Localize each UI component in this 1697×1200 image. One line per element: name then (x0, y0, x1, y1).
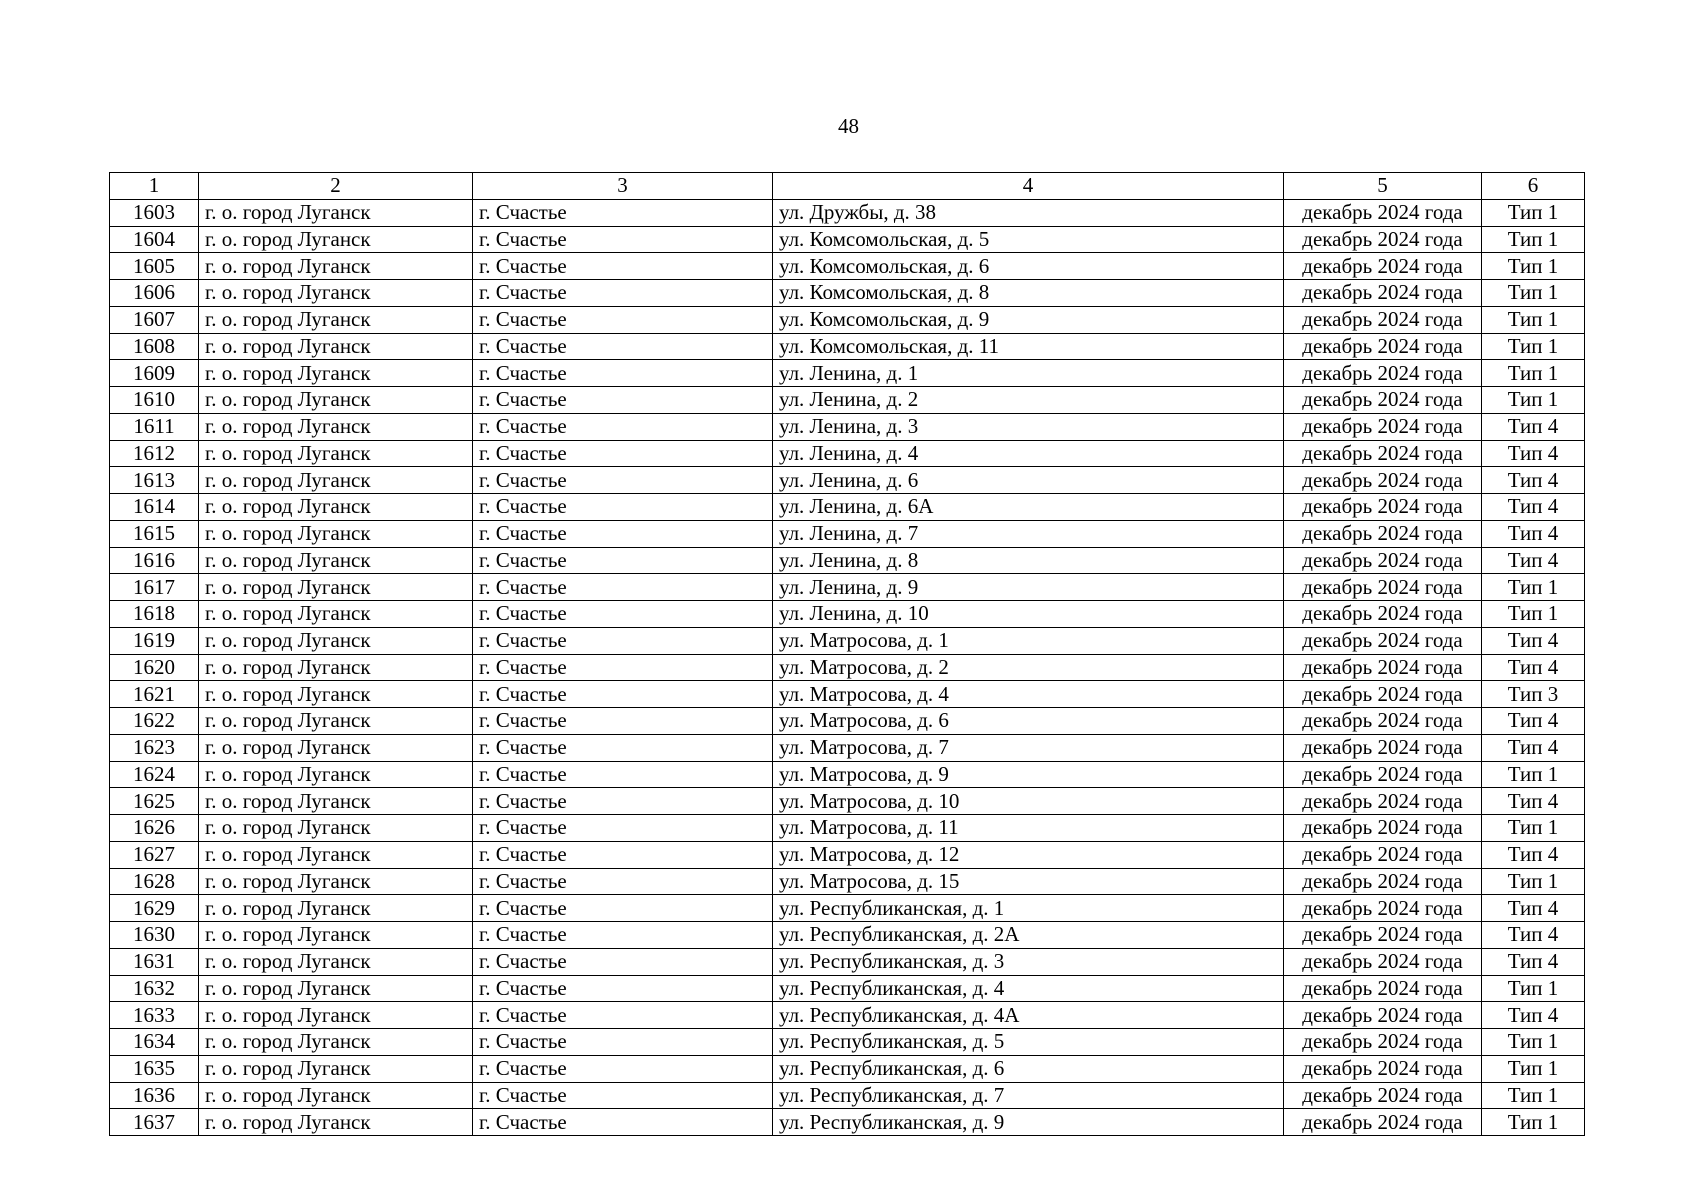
row-number-cell: 1618 (110, 601, 199, 628)
municipality-cell: г. о. город Луганск (199, 1055, 473, 1082)
deadline-cell: декабрь 2024 года (1284, 440, 1482, 467)
deadline-cell: декабрь 2024 года (1284, 868, 1482, 895)
municipality-cell: г. о. город Луганск (199, 467, 473, 494)
address-cell: ул. Ленина, д. 7 (773, 520, 1284, 547)
municipality-cell: г. о. город Луганск (199, 654, 473, 681)
row-number-cell: 1624 (110, 761, 199, 788)
table-row (110, 280, 1585, 307)
settlement-cell: г. Счастье (473, 413, 773, 440)
settlement-cell: г. Счастье (473, 681, 773, 708)
deadline-cell: декабрь 2024 года (1284, 841, 1482, 868)
repair-type-cell: Тип 4 (1482, 948, 1585, 975)
deadline-cell: декабрь 2024 года (1284, 280, 1482, 307)
municipality-cell: г. о. город Луганск (199, 601, 473, 628)
repair-type-cell: Тип 4 (1482, 467, 1585, 494)
settlement-cell: г. Счастье (473, 868, 773, 895)
row-number-cell: 1637 (110, 1109, 199, 1136)
address-cell: ул. Комсомольская, д. 5 (773, 226, 1284, 253)
table-row (110, 627, 1585, 654)
deadline-cell: декабрь 2024 года (1284, 788, 1482, 815)
municipality-cell: г. о. город Луганск (199, 1002, 473, 1029)
settlement-cell: г. Счастье (473, 975, 773, 1002)
deadline-cell: декабрь 2024 года (1284, 1029, 1482, 1056)
table-row (110, 681, 1585, 708)
deadline-cell: декабрь 2024 года (1284, 734, 1482, 761)
table-row (110, 1082, 1585, 1109)
table-row (110, 948, 1585, 975)
page-number: 48 (838, 114, 859, 138)
address-cell: ул. Республиканская, д. 7 (773, 1082, 1284, 1109)
address-cell: ул. Ленина, д. 4 (773, 440, 1284, 467)
table-row (110, 360, 1585, 387)
deadline-cell: декабрь 2024 года (1284, 1082, 1482, 1109)
address-cell: ул. Ленина, д. 1 (773, 360, 1284, 387)
repair-type-cell: Тип 4 (1482, 413, 1585, 440)
table-row (110, 734, 1585, 761)
row-number-cell: 1614 (110, 494, 199, 521)
settlement-cell: г. Счастье (473, 734, 773, 761)
deadline-cell: декабрь 2024 года (1284, 681, 1482, 708)
repair-type-cell: Тип 4 (1482, 520, 1585, 547)
settlement-cell: г. Счастье (473, 1109, 773, 1136)
municipality-cell: г. о. город Луганск (199, 788, 473, 815)
settlement-cell: г. Счастье (473, 895, 773, 922)
settlement-cell: г. Счастье (473, 708, 773, 735)
row-number-cell: 1613 (110, 467, 199, 494)
repair-type-cell: Тип 1 (1482, 815, 1585, 842)
deadline-cell: декабрь 2024 года (1284, 895, 1482, 922)
settlement-cell: г. Счастье (473, 1082, 773, 1109)
row-number-cell: 1634 (110, 1029, 199, 1056)
table-row (110, 199, 1585, 226)
row-number-cell: 1626 (110, 815, 199, 842)
municipality-cell: г. о. город Луганск (199, 360, 473, 387)
deadline-cell: декабрь 2024 года (1284, 708, 1482, 735)
deadline-cell: декабрь 2024 года (1284, 601, 1482, 628)
deadline-cell: декабрь 2024 года (1284, 333, 1482, 360)
repair-type-cell: Тип 4 (1482, 494, 1585, 521)
municipality-cell: г. о. город Луганск (199, 975, 473, 1002)
municipality-cell: г. о. город Луганск (199, 440, 473, 467)
table-row (110, 788, 1585, 815)
address-cell: ул. Ленина, д. 9 (773, 574, 1284, 601)
address-cell: ул. Матросова, д. 15 (773, 868, 1284, 895)
table-row (110, 1002, 1585, 1029)
column-header-6: 6 (1482, 173, 1585, 200)
settlement-cell: г. Счастье (473, 547, 773, 574)
deadline-cell: декабрь 2024 года (1284, 1055, 1482, 1082)
settlement-cell: г. Счастье (473, 788, 773, 815)
table-row (110, 520, 1585, 547)
table-row (110, 306, 1585, 333)
settlement-cell: г. Счастье (473, 948, 773, 975)
settlement-cell: г. Счастье (473, 574, 773, 601)
address-cell: ул. Комсомольская, д. 8 (773, 280, 1284, 307)
settlement-cell: г. Счастье (473, 1055, 773, 1082)
repair-type-cell: Тип 3 (1482, 681, 1585, 708)
address-cell: ул. Комсомольская, д. 6 (773, 253, 1284, 280)
settlement-cell: г. Счастье (473, 520, 773, 547)
address-cell: ул. Ленина, д. 6 (773, 467, 1284, 494)
municipality-cell: г. о. город Луганск (199, 226, 473, 253)
settlement-cell: г. Счастье (473, 333, 773, 360)
address-cell: ул. Республиканская, д. 4 (773, 975, 1284, 1002)
table-row (110, 654, 1585, 681)
table-row (110, 975, 1585, 1002)
repair-type-cell: Тип 1 (1482, 387, 1585, 414)
municipality-cell: г. о. город Луганск (199, 547, 473, 574)
column-header-4: 4 (773, 173, 1284, 200)
table-row (110, 387, 1585, 414)
row-number-cell: 1621 (110, 681, 199, 708)
repair-type-cell: Тип 1 (1482, 761, 1585, 788)
settlement-cell: г. Счастье (473, 815, 773, 842)
row-number-cell: 1627 (110, 841, 199, 868)
address-cell: ул. Матросова, д. 9 (773, 761, 1284, 788)
row-number-cell: 1607 (110, 306, 199, 333)
address-cell: ул. Комсомольская, д. 11 (773, 333, 1284, 360)
deadline-cell: декабрь 2024 года (1284, 948, 1482, 975)
row-number-cell: 1603 (110, 199, 199, 226)
repair-type-cell: Тип 4 (1482, 922, 1585, 949)
row-number-cell: 1610 (110, 387, 199, 414)
address-cell: ул. Республиканская, д. 5 (773, 1029, 1284, 1056)
row-number-cell: 1628 (110, 868, 199, 895)
settlement-cell: г. Счастье (473, 253, 773, 280)
repair-type-cell: Тип 1 (1482, 199, 1585, 226)
repair-type-cell: Тип 1 (1482, 1082, 1585, 1109)
table-row (110, 1055, 1585, 1082)
table-body (110, 199, 1585, 1135)
table-row (110, 761, 1585, 788)
municipality-cell: г. о. город Луганск (199, 708, 473, 735)
table-row (110, 467, 1585, 494)
deadline-cell: декабрь 2024 года (1284, 253, 1482, 280)
municipality-cell: г. о. город Луганск (199, 333, 473, 360)
address-cell: ул. Дружбы, д. 38 (773, 199, 1284, 226)
row-number-cell: 1629 (110, 895, 199, 922)
repair-type-cell: Тип 1 (1482, 226, 1585, 253)
settlement-cell: г. Счастье (473, 387, 773, 414)
row-number-cell: 1606 (110, 280, 199, 307)
repair-type-cell: Тип 4 (1482, 440, 1585, 467)
municipality-cell: г. о. город Луганск (199, 199, 473, 226)
row-number-cell: 1609 (110, 360, 199, 387)
housing-schedule-table (109, 172, 1585, 1136)
settlement-cell: г. Счастье (473, 654, 773, 681)
deadline-cell: декабрь 2024 года (1284, 306, 1482, 333)
repair-type-cell: Тип 1 (1482, 868, 1585, 895)
settlement-cell: г. Счастье (473, 199, 773, 226)
row-number-cell: 1623 (110, 734, 199, 761)
address-cell: ул. Матросова, д. 2 (773, 654, 1284, 681)
address-cell: ул. Матросова, д. 4 (773, 681, 1284, 708)
table-row (110, 1029, 1585, 1056)
row-number-cell: 1611 (110, 413, 199, 440)
settlement-cell: г. Счастье (473, 922, 773, 949)
settlement-cell: г. Счастье (473, 467, 773, 494)
repair-type-cell: Тип 1 (1482, 975, 1585, 1002)
table-row (110, 841, 1585, 868)
table-row (110, 708, 1585, 735)
repair-type-cell: Тип 1 (1482, 306, 1585, 333)
municipality-cell: г. о. город Луганск (199, 841, 473, 868)
row-number-cell: 1635 (110, 1055, 199, 1082)
row-number-cell: 1636 (110, 1082, 199, 1109)
municipality-cell: г. о. город Луганск (199, 494, 473, 521)
deadline-cell: декабрь 2024 года (1284, 520, 1482, 547)
address-cell: ул. Матросова, д. 6 (773, 708, 1284, 735)
row-number-cell: 1630 (110, 922, 199, 949)
address-cell: ул. Республиканская, д. 4А (773, 1002, 1284, 1029)
address-cell: ул. Комсомольская, д. 9 (773, 306, 1284, 333)
deadline-cell: декабрь 2024 года (1284, 387, 1482, 414)
table-row (110, 815, 1585, 842)
municipality-cell: г. о. город Луганск (199, 815, 473, 842)
municipality-cell: г. о. город Луганск (199, 948, 473, 975)
column-header-5: 5 (1284, 173, 1482, 200)
settlement-cell: г. Счастье (473, 306, 773, 333)
settlement-cell: г. Счастье (473, 280, 773, 307)
table-row (110, 922, 1585, 949)
settlement-cell: г. Счастье (473, 627, 773, 654)
table-row (110, 253, 1585, 280)
deadline-cell: декабрь 2024 года (1284, 413, 1482, 440)
row-number-cell: 1620 (110, 654, 199, 681)
row-number-cell: 1605 (110, 253, 199, 280)
table-row (110, 574, 1585, 601)
row-number-cell: 1633 (110, 1002, 199, 1029)
table-row (110, 226, 1585, 253)
table-row (110, 1109, 1585, 1136)
table-row (110, 413, 1585, 440)
address-cell: ул. Матросова, д. 11 (773, 815, 1284, 842)
address-cell: ул. Республиканская, д. 9 (773, 1109, 1284, 1136)
address-cell: ул. Матросова, д. 10 (773, 788, 1284, 815)
row-number-cell: 1615 (110, 520, 199, 547)
repair-type-cell: Тип 4 (1482, 654, 1585, 681)
row-number-cell: 1631 (110, 948, 199, 975)
deadline-cell: декабрь 2024 года (1284, 199, 1482, 226)
row-number-cell: 1608 (110, 333, 199, 360)
deadline-cell: декабрь 2024 года (1284, 226, 1482, 253)
row-number-cell: 1625 (110, 788, 199, 815)
settlement-cell: г. Счастье (473, 360, 773, 387)
repair-type-cell: Тип 4 (1482, 788, 1585, 815)
table-row (110, 895, 1585, 922)
settlement-cell: г. Счастье (473, 226, 773, 253)
settlement-cell: г. Счастье (473, 440, 773, 467)
municipality-cell: г. о. город Луганск (199, 387, 473, 414)
deadline-cell: декабрь 2024 года (1284, 1109, 1482, 1136)
municipality-cell: г. о. город Луганск (199, 868, 473, 895)
deadline-cell: декабрь 2024 года (1284, 654, 1482, 681)
deadline-cell: декабрь 2024 года (1284, 815, 1482, 842)
repair-type-cell: Тип 4 (1482, 708, 1585, 735)
address-cell: ул. Ленина, д. 10 (773, 601, 1284, 628)
deadline-cell: декабрь 2024 года (1284, 547, 1482, 574)
address-cell: ул. Ленина, д. 2 (773, 387, 1284, 414)
address-cell: ул. Матросова, д. 12 (773, 841, 1284, 868)
municipality-cell: г. о. город Луганск (199, 413, 473, 440)
deadline-cell: декабрь 2024 года (1284, 1002, 1482, 1029)
settlement-cell: г. Счастье (473, 1002, 773, 1029)
address-cell: ул. Матросова, д. 7 (773, 734, 1284, 761)
settlement-cell: г. Счастье (473, 494, 773, 521)
municipality-cell: г. о. город Луганск (199, 627, 473, 654)
repair-type-cell: Тип 4 (1482, 841, 1585, 868)
address-cell: ул. Ленина, д. 3 (773, 413, 1284, 440)
repair-type-cell: Тип 1 (1482, 1109, 1585, 1136)
address-cell: ул. Республиканская, д. 6 (773, 1055, 1284, 1082)
repair-type-cell: Тип 1 (1482, 1055, 1585, 1082)
repair-type-cell: Тип 1 (1482, 333, 1585, 360)
address-cell: ул. Республиканская, д. 2А (773, 922, 1284, 949)
repair-type-cell: Тип 1 (1482, 601, 1585, 628)
repair-type-cell: Тип 1 (1482, 574, 1585, 601)
row-number-cell: 1619 (110, 627, 199, 654)
municipality-cell: г. о. город Луганск (199, 1109, 473, 1136)
municipality-cell: г. о. город Луганск (199, 895, 473, 922)
repair-type-cell: Тип 4 (1482, 627, 1585, 654)
address-cell: ул. Ленина, д. 6А (773, 494, 1284, 521)
repair-type-cell: Тип 4 (1482, 1002, 1585, 1029)
municipality-cell: г. о. город Луганск (199, 922, 473, 949)
repair-type-cell: Тип 1 (1482, 360, 1585, 387)
municipality-cell: г. о. город Луганск (199, 761, 473, 788)
row-number-cell: 1604 (110, 226, 199, 253)
repair-type-cell: Тип 1 (1482, 253, 1585, 280)
repair-type-cell: Тип 4 (1482, 547, 1585, 574)
municipality-cell: г. о. город Луганск (199, 681, 473, 708)
deadline-cell: декабрь 2024 года (1284, 922, 1482, 949)
deadline-cell: декабрь 2024 года (1284, 975, 1482, 1002)
settlement-cell: г. Счастье (473, 1029, 773, 1056)
municipality-cell: г. о. город Луганск (199, 280, 473, 307)
address-cell: ул. Матросова, д. 1 (773, 627, 1284, 654)
municipality-cell: г. о. город Луганск (199, 1082, 473, 1109)
row-number-cell: 1622 (110, 708, 199, 735)
repair-type-cell: Тип 1 (1482, 1029, 1585, 1056)
table-row (110, 868, 1585, 895)
deadline-cell: декабрь 2024 года (1284, 360, 1482, 387)
deadline-cell: декабрь 2024 года (1284, 494, 1482, 521)
deadline-cell: декабрь 2024 года (1284, 761, 1482, 788)
deadline-cell: декабрь 2024 года (1284, 627, 1482, 654)
address-cell: ул. Ленина, д. 8 (773, 547, 1284, 574)
deadline-cell: декабрь 2024 года (1284, 467, 1482, 494)
repair-type-cell: Тип 1 (1482, 280, 1585, 307)
table-row (110, 494, 1585, 521)
table-row (110, 601, 1585, 628)
row-number-cell: 1617 (110, 574, 199, 601)
municipality-cell: г. о. город Луганск (199, 253, 473, 280)
row-number-cell: 1612 (110, 440, 199, 467)
settlement-cell: г. Счастье (473, 841, 773, 868)
address-cell: ул. Республиканская, д. 1 (773, 895, 1284, 922)
municipality-cell: г. о. город Луганск (199, 734, 473, 761)
municipality-cell: г. о. город Луганск (199, 520, 473, 547)
column-header-2: 2 (199, 173, 473, 200)
municipality-cell: г. о. город Луганск (199, 306, 473, 333)
municipality-cell: г. о. город Луганск (199, 574, 473, 601)
address-cell: ул. Республиканская, д. 3 (773, 948, 1284, 975)
table-row (110, 333, 1585, 360)
row-number-cell: 1632 (110, 975, 199, 1002)
repair-type-cell: Тип 4 (1482, 734, 1585, 761)
row-number-cell: 1616 (110, 547, 199, 574)
repair-type-cell: Тип 4 (1482, 895, 1585, 922)
municipality-cell: г. о. город Луганск (199, 1029, 473, 1056)
column-header-3: 3 (473, 173, 773, 200)
table-row (110, 547, 1585, 574)
column-header-1: 1 (110, 173, 199, 200)
table-row (110, 440, 1585, 467)
settlement-cell: г. Счастье (473, 761, 773, 788)
table-header-row (110, 173, 1585, 200)
settlement-cell: г. Счастье (473, 601, 773, 628)
deadline-cell: декабрь 2024 года (1284, 574, 1482, 601)
